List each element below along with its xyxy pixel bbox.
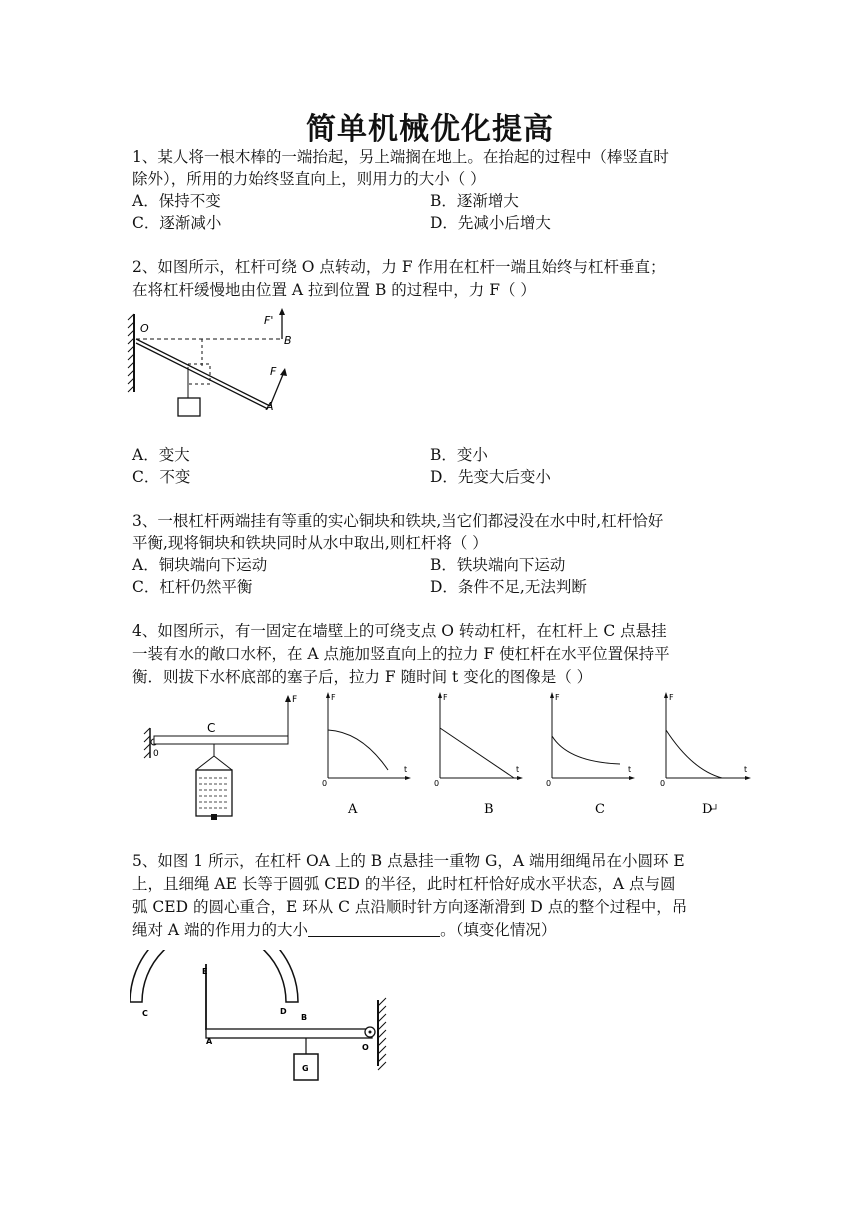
label-g: G — [302, 1064, 309, 1073]
graph-c — [540, 690, 636, 818]
question-1-line-2: 除外），所用的力始终竖直向上，则用力的大小（ ） — [132, 170, 486, 188]
label-f-prime: F' — [264, 314, 274, 327]
question-2-line-1: 2、如图所示，杠杆可绕 O 点转动，力 F 作用在杠杆一端且始终与杠杆垂直； — [132, 258, 666, 276]
label-a: A — [206, 1037, 213, 1046]
graph-d-x-label: t — [744, 765, 748, 774]
question-3-option-b[interactable]: B．铁块端向下运动 — [430, 556, 566, 574]
question-3-option-d[interactable]: D．条件不足,无法判断 — [430, 578, 587, 596]
graph-c-y-label: F — [555, 693, 560, 702]
graph-d-caption: D — [702, 802, 713, 817]
label-e: E — [202, 967, 208, 976]
question-1-option-a[interactable]: A．保持不变 — [132, 192, 221, 210]
question-5-arc-lever-figure — [130, 950, 400, 1094]
question-1-option-c[interactable]: C．逐渐减小 — [132, 214, 222, 232]
graph-a — [316, 690, 412, 818]
page-title: 简单机械优化提高 — [306, 112, 554, 147]
question-2-option-d[interactable]: D．先变大后变小 — [430, 468, 551, 486]
graph-a-caption: A — [348, 802, 358, 817]
question-4-lever-figure — [140, 690, 308, 826]
label-b: B — [301, 1013, 308, 1022]
question-4-line-2: 一装有水的敞口水杯，在 A 点施加竖直向上的拉力 F 使杠杆在水平位置保持平 — [132, 645, 670, 663]
graph-d-origin: 0 — [660, 779, 666, 788]
graph-b — [428, 690, 524, 818]
graph-d — [654, 690, 754, 818]
graph-b-x-label: t — [516, 765, 520, 774]
question-3-option-a[interactable]: A．铜块端向下运动 — [132, 556, 268, 574]
label-c: C — [207, 721, 216, 735]
question-2-option-a[interactable]: A．变大 — [132, 446, 190, 464]
graph-c-caption: C — [595, 802, 605, 817]
question-4-line-3: 衡．则拔下水杯底部的塞子后，拉力 F 随时间 t 变化的图像是（ ） — [132, 668, 593, 686]
question-5-line-3: 弧 CED 的圆心重合，E 环从 C 点沿顺时针方向逐渐滑到 D 点的整个过程中，吊 — [132, 898, 688, 916]
graph-d-y-label: F — [669, 693, 674, 702]
question-5-line-1: 5、如图 1 所示，在杠杆 OA 上的 B 点悬挂一重物 G，A 端用细绳吊在小圆环 E — [132, 852, 685, 870]
graph-a-y-label: F — [331, 693, 336, 702]
question-5-line-4 — [132, 919, 556, 941]
label-f: F — [292, 695, 298, 705]
question-4-line-1: 4、如图所示，有一固定在墙壁上的可绕支点 O 转动杠杆，在杠杆上 C 点悬挂 — [132, 622, 667, 640]
question-1-option-d[interactable]: D．先减小后增大 — [430, 214, 551, 232]
question-3-line-1: 3、一根杠杆两端挂有等重的实心铜块和铁块,当它们都浸没在水中时,杠杆恰好 — [132, 512, 664, 530]
question-5-text-before-blank: 绳对 A 端的作用力的大小 — [132, 921, 309, 939]
graph-a-x-label: t — [404, 765, 408, 774]
label-d: D — [280, 1007, 287, 1016]
graph-a-origin: 0 — [322, 779, 328, 788]
graph-b-caption: B — [484, 802, 494, 817]
question-1-option-b[interactable]: B．逐渐增大 — [430, 192, 519, 210]
question-3-line-2: 平衡,现将铜块和铁块同时从水中取出,则杠杆将（ ） — [132, 534, 488, 552]
label-b: B — [284, 334, 292, 347]
label-f: F — [270, 365, 277, 378]
label-o: O — [362, 1043, 369, 1052]
answer-blank[interactable] — [308, 920, 440, 937]
question-2-lever-figure — [124, 306, 304, 422]
question-5-line-2: 上，且细绳 AE 长等于圆弧 CED 的半径，此时杠杆恰好成水平状态，A 点与圆 — [132, 875, 676, 893]
question-2-line-2: 在将杠杆缓慢地由位置 A 拉到位置 B 的过程中，力 F（ ） — [132, 281, 536, 299]
label-o: 0 — [153, 749, 159, 759]
graph-b-y-label: F — [443, 693, 448, 702]
question-5-text-after-blank: 。（填变化情况） — [440, 921, 557, 939]
question-2-option-b[interactable]: B．变小 — [430, 446, 488, 464]
graph-b-origin: 0 — [434, 779, 440, 788]
graph-c-x-label: t — [628, 765, 632, 774]
question-2-option-c[interactable]: C．不变 — [132, 468, 191, 486]
question-1-line-1: 1、某人将一根木棒的一端抬起，另上端搁在地上。在抬起的过程中（棒竖直时 — [132, 148, 669, 166]
label-a: A — [266, 400, 274, 413]
label-c: C — [142, 1009, 148, 1018]
question-3-option-c[interactable]: C．杠杆仍然平衡 — [132, 578, 253, 596]
graph-c-origin: 0 — [546, 779, 552, 788]
label-o: O — [140, 322, 149, 335]
